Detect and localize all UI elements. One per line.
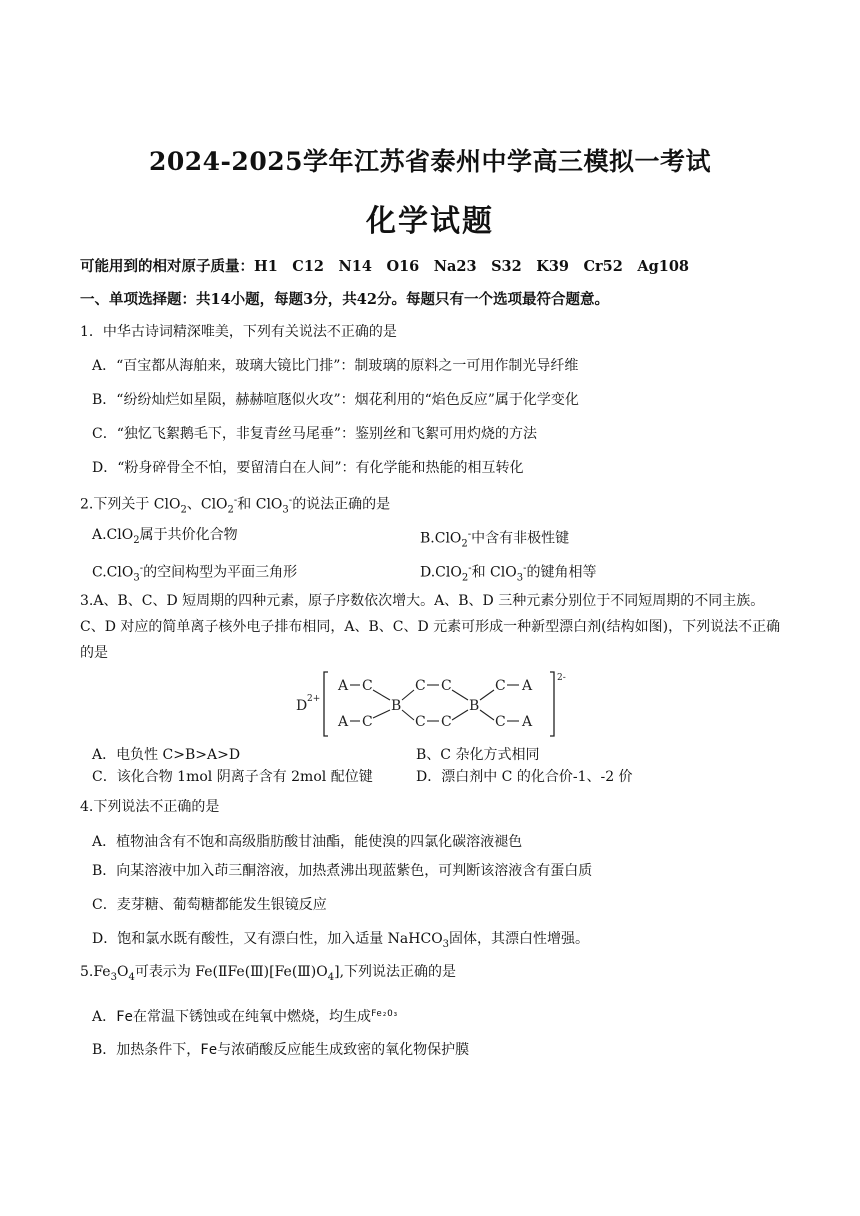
q1-option-b: B．“纷纷灿烂如星陨，赫赫喧豗似火攻”：烟花利用的“焰色反应”属于化学变化 — [92, 392, 579, 408]
atom-c-ring-tr: C — [441, 678, 452, 694]
atom-b-right: B — [469, 698, 480, 714]
atom-b-left: B — [391, 698, 402, 714]
q4-option-d: D．饱和氯水既有酸性，又有漂白性，加入适量 NaHCO$_3$固体，其漂白性增强。 — [92, 931, 590, 950]
cation-charge: 2+ — [307, 694, 321, 704]
q4-option-a: A．植物油含有不饱和高级脂肪酸甘油酯，能使溴的四氯化碳溶液褪色 — [92, 834, 523, 850]
q3-option-a: A．电负性 C>B>A>D — [92, 747, 241, 763]
q2-stem: 2.下列关于 ClO$_2$、ClO$_2$-和 ClO$_3$-的说法正确的是 — [80, 495, 391, 516]
q1-option-d: D．“粉身碎骨全不怕，要留清白在人间”：有化学能和热能的相互转化 — [92, 460, 524, 476]
q3-stem: 3.A、B、C、D 短周期的四种元素，原子序数依次增大。A、B、D 三种元素分别位于不同短周期的不同主族。C、D 对应的简单离子核外电子排布相同，A、B、C、D 元素可形成一种新型漂白剂(结构如图)，下列说法不正确的是 — [80, 593, 781, 661]
q3-option-d: D．漂白剂中 C 的化合价-1、-2 价 — [416, 769, 633, 785]
atom-c-bottomleft: C — [362, 714, 373, 730]
q5-option-a: A．Fe在常温下锈蚀或在纯氧中燃烧，均生成$^{Fe_2O_3}$ — [92, 1009, 399, 1025]
q4-option-c: C．麦芽糖、葡萄糖都能发生银镜反应 — [92, 897, 327, 913]
atom-c-ring-br: C — [441, 714, 452, 730]
q1-stem: 1．中华古诗词精深唯美，下列有关说法不正确的是 — [80, 324, 397, 340]
q2-option-b: B.ClO$_2$-中含有非极性键 — [420, 529, 570, 550]
atom-a-bottomleft: A — [338, 714, 349, 730]
q1-option-c: C．“独忆飞絮鹅毛下，非复青丝马尾垂”：鉴别丝和飞絮可用灼烧的方法 — [92, 426, 538, 442]
q2-option-a: A.ClO$_2$属于共价化合物 — [92, 527, 238, 546]
left-bracket — [324, 672, 328, 736]
atom-a-bottomright: A — [522, 714, 533, 730]
q3-option-b: B、C 杂化方式相同 — [416, 747, 540, 763]
q4-stem: 4.下列说法不正确的是 — [80, 799, 220, 815]
atom-c-ring-tl: C — [415, 678, 426, 694]
section-header: 一、单项选择题：共14小题，每题3分，共42分。每题只有一个选项最符合题意。 — [80, 291, 609, 308]
q5-stem: $5.Fe_3O_4$可表示为 $Fe(ⅡFe(Ⅲ)[Fe(Ⅲ)O_4]$,下列说法正确的是 — [80, 964, 457, 983]
right-bracket — [550, 672, 554, 736]
bleach-structure-diagram — [294, 668, 574, 740]
exam-subtitle: 化学试题 — [366, 204, 494, 239]
atom-c-ring-bl: C — [415, 714, 426, 730]
q4-option-b: B．向某溶液中加入茚三酮溶液，加热煮沸出现蓝紫色，可判断该溶液含有蛋白质 — [92, 863, 593, 879]
atom-c-topright: C — [495, 678, 506, 694]
cation-d-label: D — [296, 698, 308, 714]
anion-charge: 2- — [557, 673, 566, 683]
atomic-masses: 可能用到的相对原子质量：H1 C12 N14 O16 Na23 S32 K39 Cr52 Ag108 — [80, 258, 690, 275]
q2-option-c: C.ClO$_3$-的空间构型为平面三角形 — [92, 563, 298, 584]
q2-option-d: D.ClO$_2$-和 ClO$_3$-的键角相等 — [420, 563, 597, 584]
q3-option-c: C．该化合物 1mol 阴离子含有 2mol 配位键 — [92, 769, 373, 785]
q5-option-b: B．加热条件下，Fe与浓硝酸反应能生成致密的氧化物保护膜 — [92, 1042, 470, 1058]
q1-option-a: A．“百宝都从海舶来，玻璃大镜比门排”：制玻璃的原料之一可用作制光导纤维 — [92, 358, 579, 374]
atom-c-topleft: C — [362, 678, 373, 694]
exam-title: 2024-2025学年江苏省泰州中学高三模拟一考试 — [148, 147, 712, 176]
atom-a-topright: A — [522, 678, 533, 694]
atom-a-topleft: A — [338, 678, 349, 694]
atom-c-bottomright: C — [495, 714, 506, 730]
